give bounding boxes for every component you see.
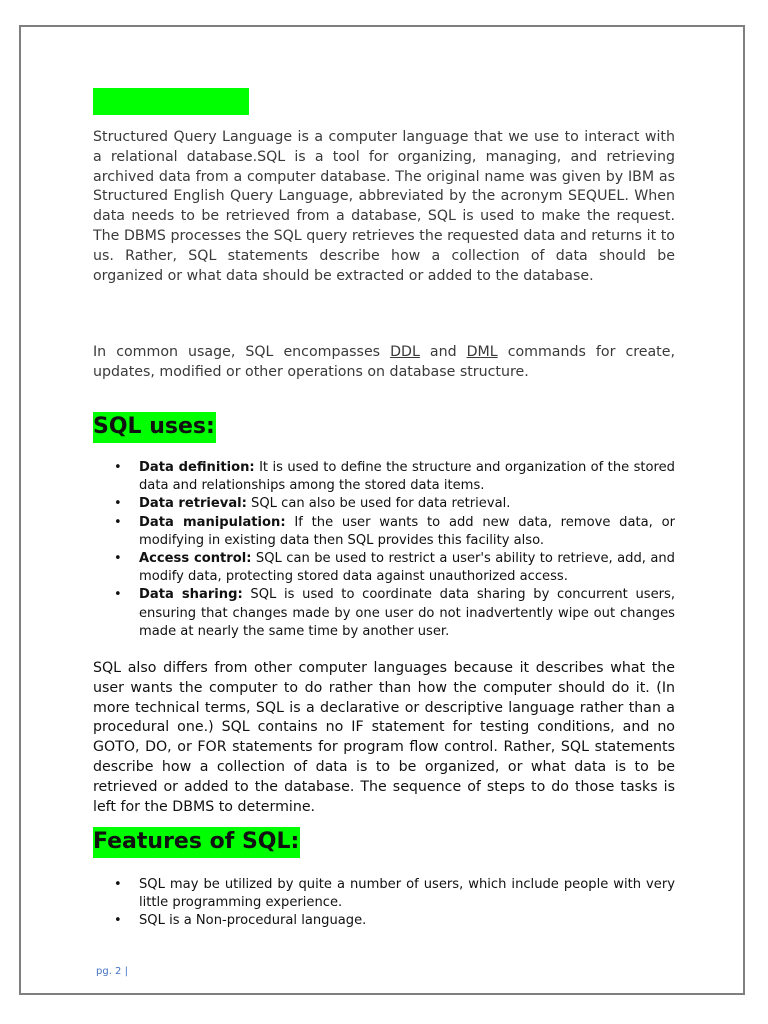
use-text: SQL can be used to restrict a user's ability to retrieve, add, and modify data, protecting stored data against unauthorized access. [139, 551, 675, 585]
bullet-icon: • [114, 496, 122, 512]
list-item [93, 912, 675, 930]
sql-uses-list [93, 459, 675, 641]
bullet-icon: • [114, 514, 122, 530]
use-text: It is used to define the structure and organization of the stored data and relationships among the stored data items. [139, 460, 675, 494]
usage-text-and: and [419, 344, 467, 360]
intro-paragraph: Structured Query Language is a computer language that we use to interact with a relational database.SQL is a tool for organizing, managing, and retrieving archived data from a computer database. The original name was given by IBM as Structured English Query Language, abbreviated by the acronym SEQUEL. When data needs to be retrieved from a database, SQL is used to make the request. The DBMS processes the SQL query retrieves the requested data and returns it to us. Rather, SQL statements describe how a collection of data should be organized or what data should be extracted or added to the database. [93, 129, 675, 284]
list-item [93, 586, 675, 641]
bullet-icon: • [114, 913, 122, 929]
feature-text: SQL may be utilized by quite a number of users, which include people with very little programming experience. [139, 877, 675, 911]
usage-text-after: commands for create, updates, modified or other operations on database structure. [93, 344, 675, 380]
sql-uses-list-wrap [93, 459, 675, 641]
bullet-icon: • [114, 587, 122, 603]
bullet-icon: • [114, 551, 122, 567]
use-label: Data manipulation: [139, 514, 286, 530]
features-list-wrap [93, 876, 675, 931]
dml-link[interactable]: DML [466, 344, 498, 360]
highlight-bar [93, 88, 249, 115]
use-text: If the user wants to add new data, remove data, or modifying in existing data then SQL provides this facility also. [139, 514, 675, 548]
features-heading-wrap [93, 827, 675, 858]
use-label: Data definition: [139, 460, 255, 475]
bullet-icon: • [114, 877, 122, 892]
list-item [93, 459, 675, 495]
usage-text-before: In common usage, SQL encompasses [93, 344, 391, 360]
sql-uses-heading: SQL uses: [93, 412, 216, 443]
use-text: SQL can also be used for data retrieval. [246, 496, 511, 512]
declarative-paragraph: SQL also differs from other computer languages because it describes what the user wants the computer to do rather than how the computer should do it. (In more technical terms, SQL is a declarative or descriptive language rather than a procedural one.) SQL contains no IF statement for testing conditions, and no GOTO, DO, or FOR statements for program flow control. Rather, SQL statements describe how a collection of data is to be organized, or what data is to be retrieved or added to the database. The sequence of steps to do those tasks is left for the DBMS to determine. [93, 660, 675, 815]
intro-section [93, 128, 675, 286]
features-list [93, 876, 675, 931]
usage-section [93, 343, 675, 383]
bullet-icon: • [114, 460, 122, 475]
list-item [93, 514, 675, 550]
declarative-section [93, 659, 675, 817]
features-heading: Features of SQL: [93, 827, 300, 858]
list-item [93, 550, 675, 586]
list-item [93, 876, 675, 912]
sql-uses-heading-wrap [93, 412, 675, 443]
use-label: Data sharing: [139, 587, 243, 603]
list-item [93, 495, 675, 513]
use-text: SQL is used to coordinate data sharing by concurrent users, ensuring that changes made by one user do not inadvertently wipe out changes made at nearly the same time by another user. [139, 587, 676, 639]
usage-paragraph [93, 343, 675, 383]
feature-text: SQL is a Non-procedural language. [139, 913, 367, 929]
page-number-footer: pg. 2 | [96, 966, 128, 977]
use-label: Data retrieval: [139, 496, 247, 512]
ddl-link[interactable]: DDL [390, 344, 420, 360]
use-label: Access control: [139, 551, 252, 567]
